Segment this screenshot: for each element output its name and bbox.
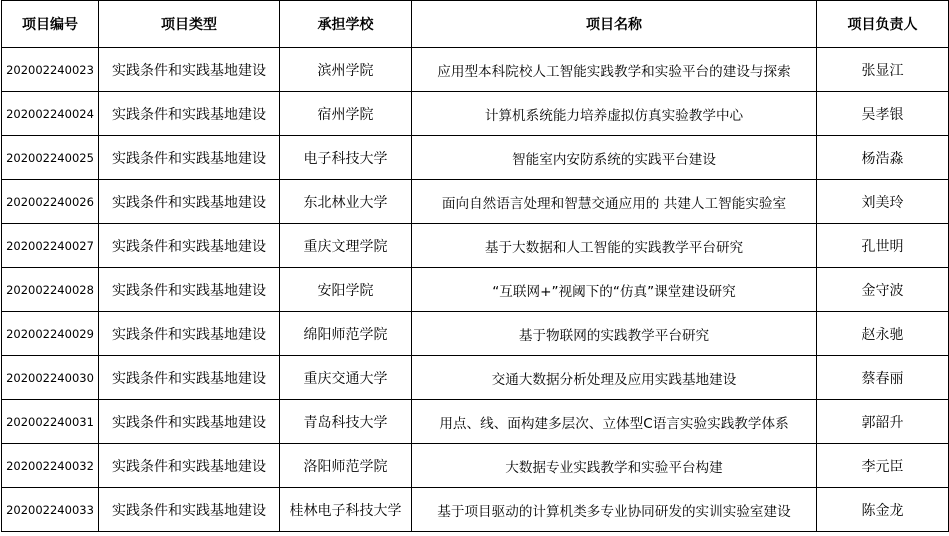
table-row xyxy=(2,488,949,532)
cell-project-id: 202002240033 xyxy=(2,488,99,532)
cell-project-type: 实践条件和实践基地建设 xyxy=(99,444,280,488)
cell-project-type: 实践条件和实践基地建设 xyxy=(99,400,280,444)
cell-school: 重庆交通大学 xyxy=(280,356,412,400)
cell-school: 滨州学院 xyxy=(280,48,412,92)
cell-school: 宿州学院 xyxy=(280,92,412,136)
table-row xyxy=(2,224,949,268)
cell-project-id: 202002240025 xyxy=(2,136,99,180)
cell-school: 东北林业大学 xyxy=(280,180,412,224)
cell-school: 绵阳师范学院 xyxy=(280,312,412,356)
cell-project-name: “互联网+”视阈下的“仿真”课堂建设研究 xyxy=(412,268,817,312)
cell-school: 青岛科技大学 xyxy=(280,400,412,444)
table-row xyxy=(2,92,949,136)
cell-project-name: 基于大数据和人工智能的实践教学平台研究 xyxy=(412,224,817,268)
cell-project-name: 智能室内安防系统的实践平台建设 xyxy=(412,136,817,180)
cell-project-name: 面向自然语言处理和智慧交通应用的 共建人工智能实验室 xyxy=(412,180,817,224)
header-project-name: 项目名称 xyxy=(412,1,817,48)
cell-leader: 刘美玲 xyxy=(817,180,949,224)
cell-project-type: 实践条件和实践基地建设 xyxy=(99,312,280,356)
header-row xyxy=(2,1,949,48)
project-table xyxy=(1,0,949,532)
cell-project-name: 用点、线、面构建多层次、立体型C语言实验实践教学体系 xyxy=(412,400,817,444)
cell-leader: 吴孝银 xyxy=(817,92,949,136)
header-school: 承担学校 xyxy=(280,1,412,48)
cell-leader: 李元臣 xyxy=(817,444,949,488)
cell-leader: 蔡春丽 xyxy=(817,356,949,400)
cell-project-id: 202002240032 xyxy=(2,444,99,488)
cell-leader: 金守波 xyxy=(817,268,949,312)
cell-project-id: 202002240023 xyxy=(2,48,99,92)
header-project-type: 项目类型 xyxy=(99,1,280,48)
cell-project-id: 202002240028 xyxy=(2,268,99,312)
cell-project-type: 实践条件和实践基地建设 xyxy=(99,180,280,224)
cell-school: 桂林电子科技大学 xyxy=(280,488,412,532)
header-leader: 项目负责人 xyxy=(817,1,949,48)
cell-project-id: 202002240026 xyxy=(2,180,99,224)
cell-project-id: 202002240027 xyxy=(2,224,99,268)
cell-leader: 陈金龙 xyxy=(817,488,949,532)
cell-leader: 张显江 xyxy=(817,48,949,92)
table-row xyxy=(2,356,949,400)
table-body xyxy=(2,48,949,532)
cell-project-type: 实践条件和实践基地建设 xyxy=(99,356,280,400)
cell-project-type: 实践条件和实践基地建设 xyxy=(99,92,280,136)
header-project-id: 项目编号 xyxy=(2,1,99,48)
cell-school: 重庆文理学院 xyxy=(280,224,412,268)
cell-project-type: 实践条件和实践基地建设 xyxy=(99,268,280,312)
cell-project-type: 实践条件和实践基地建设 xyxy=(99,136,280,180)
cell-leader: 郭韶升 xyxy=(817,400,949,444)
table-row xyxy=(2,444,949,488)
cell-school: 洛阳师范学院 xyxy=(280,444,412,488)
cell-school: 安阳学院 xyxy=(280,268,412,312)
table-row xyxy=(2,48,949,92)
cell-project-id: 202002240029 xyxy=(2,312,99,356)
cell-project-type: 实践条件和实践基地建设 xyxy=(99,48,280,92)
cell-leader: 杨浩淼 xyxy=(817,136,949,180)
table-row xyxy=(2,312,949,356)
table-row xyxy=(2,180,949,224)
cell-project-name: 应用型本科院校人工智能实践教学和实验平台的建设与探索 xyxy=(412,48,817,92)
cell-project-name: 基于项目驱动的计算机类多专业协同研发的实训实验室建设 xyxy=(412,488,817,532)
cell-leader: 孔世明 xyxy=(817,224,949,268)
cell-project-id: 202002240030 xyxy=(2,356,99,400)
cell-project-name: 大数据专业实践教学和实验平台构建 xyxy=(412,444,817,488)
cell-project-id: 202002240024 xyxy=(2,92,99,136)
table-row xyxy=(2,268,949,312)
cell-project-id: 202002240031 xyxy=(2,400,99,444)
table-row xyxy=(2,136,949,180)
cell-project-name: 计算机系统能力培养虚拟仿真实验教学中心 xyxy=(412,92,817,136)
cell-project-name: 基于物联网的实践教学平台研究 xyxy=(412,312,817,356)
cell-project-type: 实践条件和实践基地建设 xyxy=(99,488,280,532)
cell-leader: 赵永驰 xyxy=(817,312,949,356)
cell-project-type: 实践条件和实践基地建设 xyxy=(99,224,280,268)
cell-project-name: 交通大数据分析处理及应用实践基地建设 xyxy=(412,356,817,400)
table-row xyxy=(2,400,949,444)
cell-school: 电子科技大学 xyxy=(280,136,412,180)
